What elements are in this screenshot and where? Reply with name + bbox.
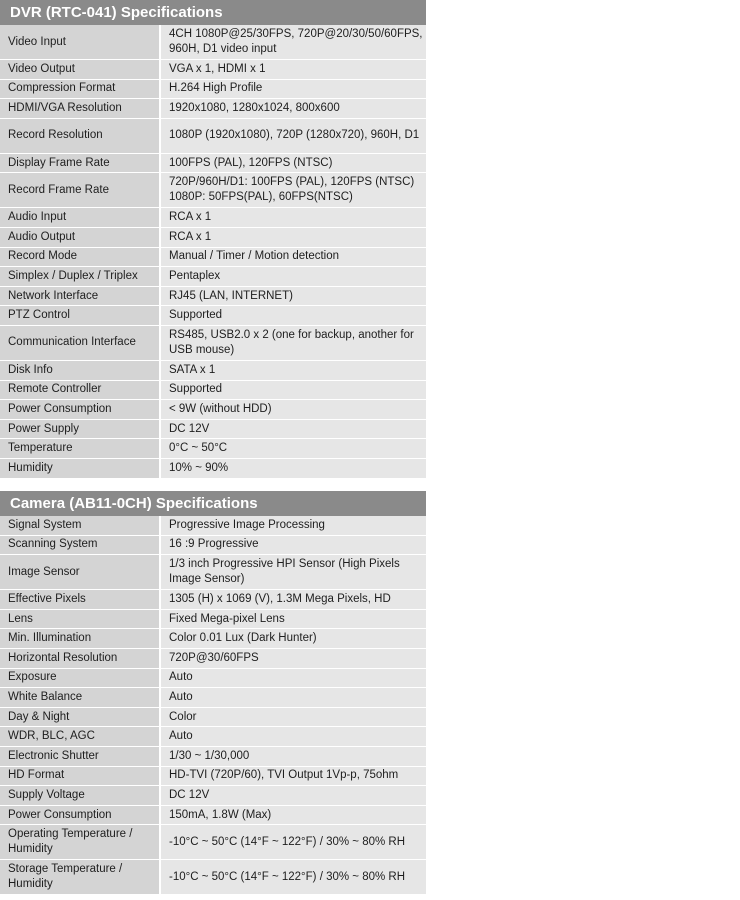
spec-value: 16 :9 Progressive: [160, 535, 426, 555]
spec-value: RJ45 (LAN, INTERNET): [160, 286, 426, 306]
spec-value: 4CH 1080P@25/30FPS, 720P@20/30/50/60FPS, 960H, D1 video input: [160, 25, 426, 60]
spec-label: HDMI/VGA Resolution: [0, 99, 160, 119]
spec-value: -10°C ~ 50°C (14°F ~ 122°F) / 30% ~ 80% RH: [160, 825, 426, 860]
spec-value: RCA x 1: [160, 227, 426, 247]
spec-row: [0, 25, 426, 60]
spec-label: Supply Voltage: [0, 786, 160, 806]
spec-label: Record Mode: [0, 247, 160, 267]
spec-row: [0, 306, 426, 326]
spec-value: DC 12V: [160, 786, 426, 806]
spec-row: [0, 99, 426, 119]
spec-row: [0, 786, 426, 806]
spec-label: Lens: [0, 609, 160, 629]
spec-row: [0, 590, 426, 610]
camera-spec-section: [0, 491, 426, 895]
spec-label: Simplex / Duplex / Triplex: [0, 267, 160, 287]
spec-value: SATA x 1: [160, 360, 426, 380]
camera-spec-rows: [0, 516, 426, 895]
spec-row: [0, 153, 426, 173]
spec-label: Power Consumption: [0, 400, 160, 420]
spec-label: Horizontal Resolution: [0, 648, 160, 668]
spec-label: Video Input: [0, 25, 160, 60]
spec-value: Auto: [160, 727, 426, 747]
dvr-spec-table: [0, 25, 426, 479]
spec-value: 720P/960H/D1: 100FPS (PAL), 120FPS (NTSC) 1080P: 50FPS(PAL), 60FPS(NTSC): [160, 173, 426, 208]
spec-label: Communication Interface: [0, 325, 160, 360]
spec-row: [0, 648, 426, 668]
dvr-spec-title: DVR (RTC-041) Specifications: [0, 0, 426, 25]
spec-value: 100FPS (PAL), 120FPS (NTSC): [160, 153, 426, 173]
camera-spec-title: Camera (AB11-0CH) Specifications: [0, 491, 426, 516]
spec-label: Compression Format: [0, 79, 160, 99]
spec-value: DC 12V: [160, 419, 426, 439]
spec-label: Record Frame Rate: [0, 173, 160, 208]
spec-row: [0, 325, 426, 360]
spec-value: 10% ~ 90%: [160, 458, 426, 478]
spec-row: [0, 668, 426, 688]
spec-value: 720P@30/60FPS: [160, 648, 426, 668]
spec-value: < 9W (without HDD): [160, 400, 426, 420]
spec-value: 150mA, 1.8W (Max): [160, 805, 426, 825]
spec-label: Power Supply: [0, 419, 160, 439]
spec-row: [0, 118, 426, 153]
spec-value: Fixed Mega-pixel Lens: [160, 609, 426, 629]
spec-value: VGA x 1, HDMI x 1: [160, 60, 426, 80]
spec-value: Color 0.01 Lux (Dark Hunter): [160, 629, 426, 649]
spec-value: Auto: [160, 668, 426, 688]
spec-label: Record Resolution: [0, 118, 160, 153]
spec-row: [0, 629, 426, 649]
spec-label: Exposure: [0, 668, 160, 688]
camera-spec-table: [0, 516, 426, 895]
spec-value: 1920x1080, 1280x1024, 800x600: [160, 99, 426, 119]
spec-label: Video Output: [0, 60, 160, 80]
spec-row: [0, 727, 426, 747]
spec-row: [0, 688, 426, 708]
spec-row: [0, 609, 426, 629]
spec-row: [0, 419, 426, 439]
spec-label: WDR, BLC, AGC: [0, 727, 160, 747]
spec-row: [0, 173, 426, 208]
spec-label: Display Frame Rate: [0, 153, 160, 173]
spec-label: Temperature: [0, 439, 160, 459]
spec-row: [0, 516, 426, 535]
spec-label: Remote Controller: [0, 380, 160, 400]
spec-row: [0, 247, 426, 267]
spec-row: [0, 227, 426, 247]
spec-label: Network Interface: [0, 286, 160, 306]
spec-value: Progressive Image Processing: [160, 516, 426, 535]
spec-row: [0, 535, 426, 555]
spec-value: Auto: [160, 688, 426, 708]
spec-label: Image Sensor: [0, 555, 160, 590]
spec-value: HD-TVI (720P/60), TVI Output 1Vp-p, 75ohm: [160, 766, 426, 786]
spec-label: Min. Illumination: [0, 629, 160, 649]
spec-label: Audio Input: [0, 208, 160, 228]
spec-label: Humidity: [0, 458, 160, 478]
spec-row: [0, 555, 426, 590]
spec-row: [0, 286, 426, 306]
spec-row: [0, 439, 426, 459]
spec-label: Disk Info: [0, 360, 160, 380]
spec-label: PTZ Control: [0, 306, 160, 326]
spec-value: Pentaplex: [160, 267, 426, 287]
spec-label: White Balance: [0, 688, 160, 708]
spec-row: [0, 746, 426, 766]
spec-row: [0, 400, 426, 420]
spec-row: [0, 360, 426, 380]
spec-value: 1/3 inch Progressive HPI Sensor (High Pixels Image Sensor): [160, 555, 426, 590]
spec-row: [0, 79, 426, 99]
spec-value: 1080P (1920x1080), 720P (1280x720), 960H, D1: [160, 118, 426, 153]
spec-value: -10°C ~ 50°C (14°F ~ 122°F) / 30% ~ 80% RH: [160, 860, 426, 895]
spec-label: Storage Temperature / Humidity: [0, 860, 160, 895]
spec-label: Operating Temperature / Humidity: [0, 825, 160, 860]
dvr-spec-rows: [0, 25, 426, 478]
spec-label: Power Consumption: [0, 805, 160, 825]
spec-row: [0, 825, 426, 860]
spec-value: RCA x 1: [160, 208, 426, 228]
spec-value: 0°C ~ 50°C: [160, 439, 426, 459]
spec-row: [0, 60, 426, 80]
spec-value: 1305 (H) x 1069 (V), 1.3M Mega Pixels, HD: [160, 590, 426, 610]
spec-value: H.264 High Profile: [160, 79, 426, 99]
spec-label: Audio Output: [0, 227, 160, 247]
spec-value: Manual / Timer / Motion detection: [160, 247, 426, 267]
spec-value: Supported: [160, 380, 426, 400]
spec-row: [0, 458, 426, 478]
spec-row: [0, 267, 426, 287]
spec-value: 1/30 ~ 1/30,000: [160, 746, 426, 766]
spec-value: RS485, USB2.0 x 2 (one for backup, another for USB mouse): [160, 325, 426, 360]
spec-label: Effective Pixels: [0, 590, 160, 610]
spec-row: [0, 805, 426, 825]
spec-row: [0, 860, 426, 895]
spec-value: Color: [160, 707, 426, 727]
spec-label: Day & Night: [0, 707, 160, 727]
spec-row: [0, 766, 426, 786]
spec-row: [0, 380, 426, 400]
dvr-spec-section: [0, 0, 426, 479]
spec-value: Supported: [160, 306, 426, 326]
spec-row: [0, 208, 426, 228]
spec-label: Signal System: [0, 516, 160, 535]
spec-label: Electronic Shutter: [0, 746, 160, 766]
spec-label: Scanning System: [0, 535, 160, 555]
spec-row: [0, 707, 426, 727]
spec-label: HD Format: [0, 766, 160, 786]
